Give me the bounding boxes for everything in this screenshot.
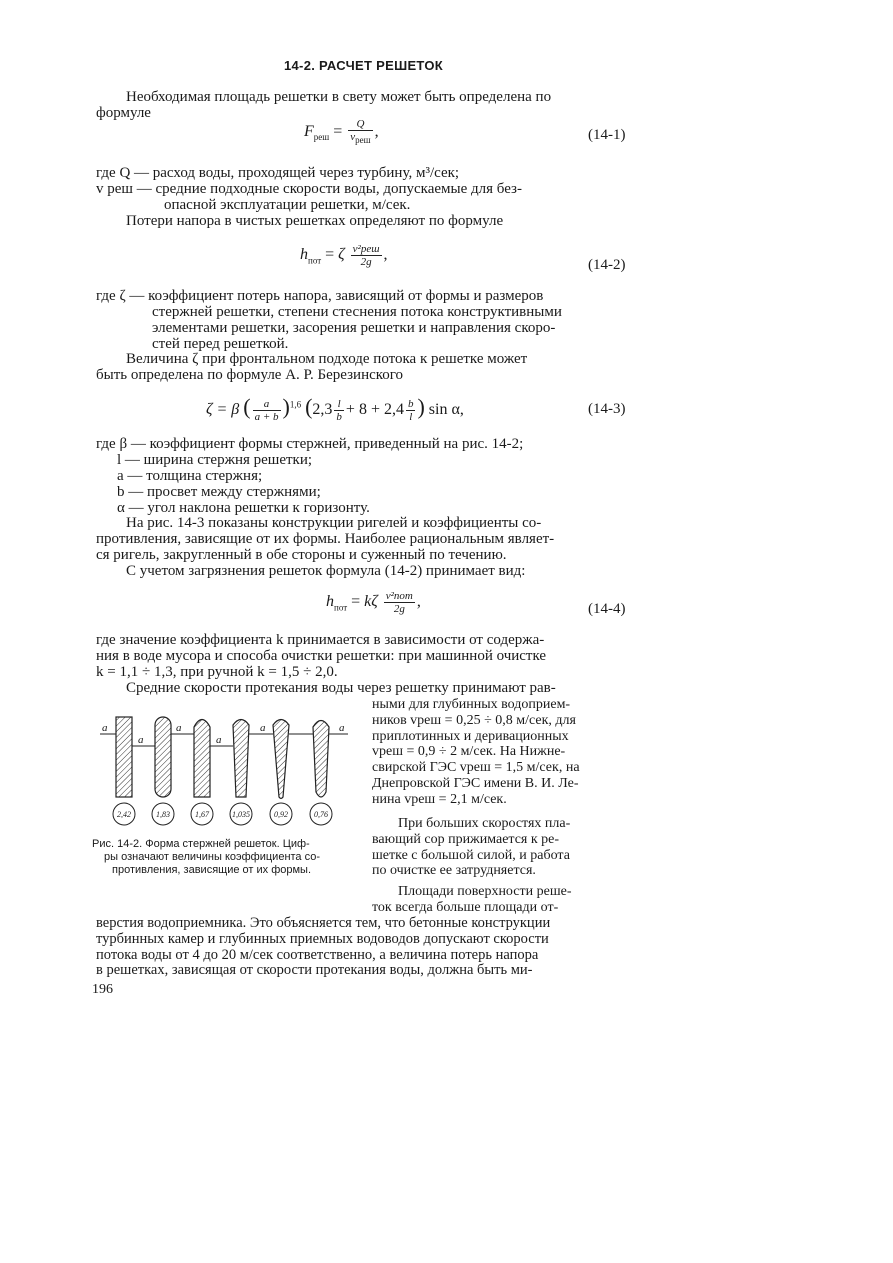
paragraph-4: На рис. 14-3 показаны конструкции ригелей и коэффициенты со- <box>126 515 542 531</box>
eq-paren: ) <box>417 394 425 419</box>
eq-numerator: l <box>337 397 341 410</box>
text-line: формуле <box>96 105 151 121</box>
eq-numerator: Q <box>356 118 365 130</box>
bar-shape-nose <box>194 720 210 798</box>
eq-power: 1,6 <box>289 399 302 410</box>
eq-numerator: v²реш <box>352 243 380 255</box>
equation-number: (14-4) <box>588 601 626 617</box>
equation-number: (14-1) <box>588 127 626 143</box>
text-line: Днепровской ГЭС имени В. И. Ле- <box>372 775 579 791</box>
paragraph-3-cont: быть определена по формуле А. Р. Березинского <box>96 367 404 383</box>
bar-shape-rectangle <box>116 717 132 797</box>
text-line: шетке с большой силой, и работа <box>372 847 570 863</box>
eq-paren: ( <box>243 394 251 419</box>
text-line: приплотинных и деривационных <box>372 728 569 744</box>
definition: где ζ — коэффициент потерь напора, зависящий от формы и размеров <box>96 288 544 304</box>
equation-14-1 <box>304 118 379 146</box>
text-line: верстия водоприемника. Это объясняется тем, что бетонные конструкции <box>96 915 551 931</box>
dim-label: a <box>260 722 266 734</box>
eq-denominator <box>348 130 372 146</box>
coefficient-label: 1,83 <box>156 810 170 819</box>
definition: стей перед решеткой. <box>152 336 289 352</box>
eq-den-sub: реш <box>355 135 371 146</box>
eq-denominator: b <box>336 410 342 423</box>
text-line: турбинных камер и глубинных приемных водоводов допускают скорости <box>96 930 549 947</box>
paragraph-9-full <box>96 916 550 979</box>
paragraph-9-right <box>372 884 571 916</box>
eq-paren: ( <box>305 394 313 419</box>
definition: a — толщина стержня; <box>117 468 263 484</box>
paragraph-5: С учетом загрязнения решеток формула (14-2) принимает вид: <box>126 563 526 579</box>
definition: опасной эксплуатации решетки, м/сек. <box>164 197 411 213</box>
eq-fraction <box>253 398 281 423</box>
paragraph-4-cont: ся ригель, закругленный в обе стороны и суженный по течению. <box>96 547 507 563</box>
text-line: ников vреш = 0,25 ÷ 0,8 м/сек, для <box>372 712 576 728</box>
bar-shape-teardrop <box>273 720 289 799</box>
coefficient-label: 1,67 <box>195 810 209 819</box>
equation-14-3 <box>206 394 464 423</box>
caption-line: Рис. 14-2. Форма стержней решеток. Циф- <box>92 838 310 850</box>
eq-fraction <box>351 243 382 268</box>
caption-line: противления, зависящие от их формы. <box>112 864 312 876</box>
paragraph-4-cont: противления, зависящие от их формы. Наиболее рациональным являет- <box>96 531 555 547</box>
eq-term: 2,3 <box>312 401 333 418</box>
eq-tail: , <box>374 122 379 140</box>
eq-fraction <box>406 398 416 423</box>
text-line: Площади поверхности реше- <box>398 884 572 899</box>
paragraph-7: Средние скорости протекания воды через решетку принимают рав- <box>126 680 556 696</box>
eq-tail: sin α, <box>428 401 464 418</box>
paragraph-2: Потери напора в чистых решетках определяют по формуле <box>126 213 504 229</box>
dim-label: a <box>102 722 108 734</box>
paragraph-6-cont: ния в воде мусора и способа очистки решетки: при машинной очистке <box>96 648 547 664</box>
eq-lhs-sub: пот <box>308 255 322 266</box>
definition: где β — коэффициент формы стержней, приведенный на рис. 14-2; <box>96 436 524 452</box>
dim-label: a <box>138 734 144 746</box>
definition: α — угол наклона решетки к горизонту. <box>117 500 370 516</box>
eq-denominator: l <box>406 410 416 423</box>
eq-term: + 8 + 2,4 <box>345 401 404 418</box>
text-line: При больших скоростях пла- <box>398 816 571 831</box>
eq-fraction <box>348 118 372 146</box>
text-line: ток всегда больше площади от- <box>372 899 559 915</box>
dim-label: a <box>339 722 345 734</box>
definition: элементами решетки, засорения решетки и направления скоро- <box>152 320 556 336</box>
equation-14-2 <box>300 243 388 268</box>
paragraph-8-right <box>372 816 570 879</box>
text-line: свирской ГЭС vреш = 1,5 м/сек, на <box>372 760 580 776</box>
eq-sign: = <box>325 246 335 264</box>
definition: b — просвет между стержнями; <box>117 484 321 500</box>
text-line: нина vреш = 2,1 м/сек. <box>372 791 507 807</box>
eq-lhs: h <box>300 246 308 264</box>
text-line: в решетках, зависящая от скорости протекания воды, должна быть ми- <box>96 962 533 979</box>
text-line: Необходимая площадь решетки в свету может быть определена по <box>126 89 552 105</box>
eq-fraction <box>384 590 415 615</box>
bar-shapes-figure <box>96 712 356 830</box>
eq-denominator: 2g <box>384 602 415 615</box>
paragraph-7-right <box>372 697 580 808</box>
text-line: потока воды от 4 до 20 м/сек соответственно, а величина потерь напора <box>96 946 539 963</box>
text-line: ными для глубинных водоприем- <box>372 697 571 712</box>
eq-coefficient: ζ <box>338 246 345 264</box>
caption-line: ры означают величины коэффициента со- <box>104 851 321 863</box>
paragraph-1-cont <box>96 106 151 122</box>
bar-shape-streamlined <box>313 721 329 798</box>
definition: где Q — расход воды, проходящей через турбину, м³/сек; <box>96 165 460 181</box>
definition: стержней решетки, степени стеснения потока конструктивными <box>152 304 562 320</box>
eq-sign: = <box>333 122 343 140</box>
coefficient-label: 0,92 <box>274 810 288 819</box>
section-heading: 14-2. РАСЧЕТ РЕШЕТОК <box>284 58 443 73</box>
eq-coefficient: kζ <box>364 593 378 611</box>
figure-caption <box>92 838 320 877</box>
eq-tail: , <box>383 246 388 264</box>
eq-numerator: a <box>263 397 270 410</box>
paragraph-1 <box>126 90 551 106</box>
coefficient-label: 1,035 <box>232 810 250 819</box>
eq-lhs-sub: реш <box>313 131 330 142</box>
text-line: вающий сор прижимается к ре- <box>372 831 560 847</box>
definition: l — ширина стержня решетки; <box>117 452 313 468</box>
dim-label: a <box>216 734 222 746</box>
eq-lhs: h <box>326 593 334 611</box>
eq-lhs: F <box>304 122 314 140</box>
coefficient-label: 2,42 <box>117 810 131 819</box>
coefficient-label: 0,76 <box>314 810 328 819</box>
eq-denominator: 2g <box>351 255 382 268</box>
eq-lhs: ζ = β <box>206 401 240 418</box>
eq-lhs-sub: пот <box>334 602 348 613</box>
page-number: 196 <box>92 982 113 997</box>
eq-fraction <box>334 398 344 423</box>
eq-denominator: a + b <box>254 410 279 423</box>
eq-sign: = <box>351 593 361 611</box>
eq-numerator: v²пот <box>385 590 413 602</box>
paragraph-6-cont: k = 1,1 ÷ 1,3, при ручной k = 1,5 ÷ 2,0. <box>96 664 338 680</box>
definition: v реш — средние подходные скорости воды, допускаемые для без- <box>96 181 522 197</box>
bar-shape-rounded <box>155 717 171 797</box>
equation-number: (14-2) <box>588 257 626 273</box>
eq-tail: , <box>416 593 421 611</box>
text-line: по очистке ее затрудняется. <box>372 863 536 879</box>
text-line: vреш = 0,9 ÷ 2 м/сек. На Нижне- <box>372 744 566 760</box>
paragraph-6: где значение коэффициента k принимается в зависимости от содержа- <box>96 632 545 648</box>
eq-paren: ) <box>282 394 290 419</box>
paragraph-3: Величина ζ при фронтальном подходе потока к решетке может <box>126 351 528 367</box>
dim-label: a <box>176 722 182 734</box>
equation-14-4 <box>326 590 421 615</box>
eq-den-symbol: v <box>350 131 356 143</box>
bar-shape-tapered <box>233 720 249 798</box>
equation-number: (14-3) <box>588 401 626 417</box>
eq-numerator: b <box>407 397 414 410</box>
